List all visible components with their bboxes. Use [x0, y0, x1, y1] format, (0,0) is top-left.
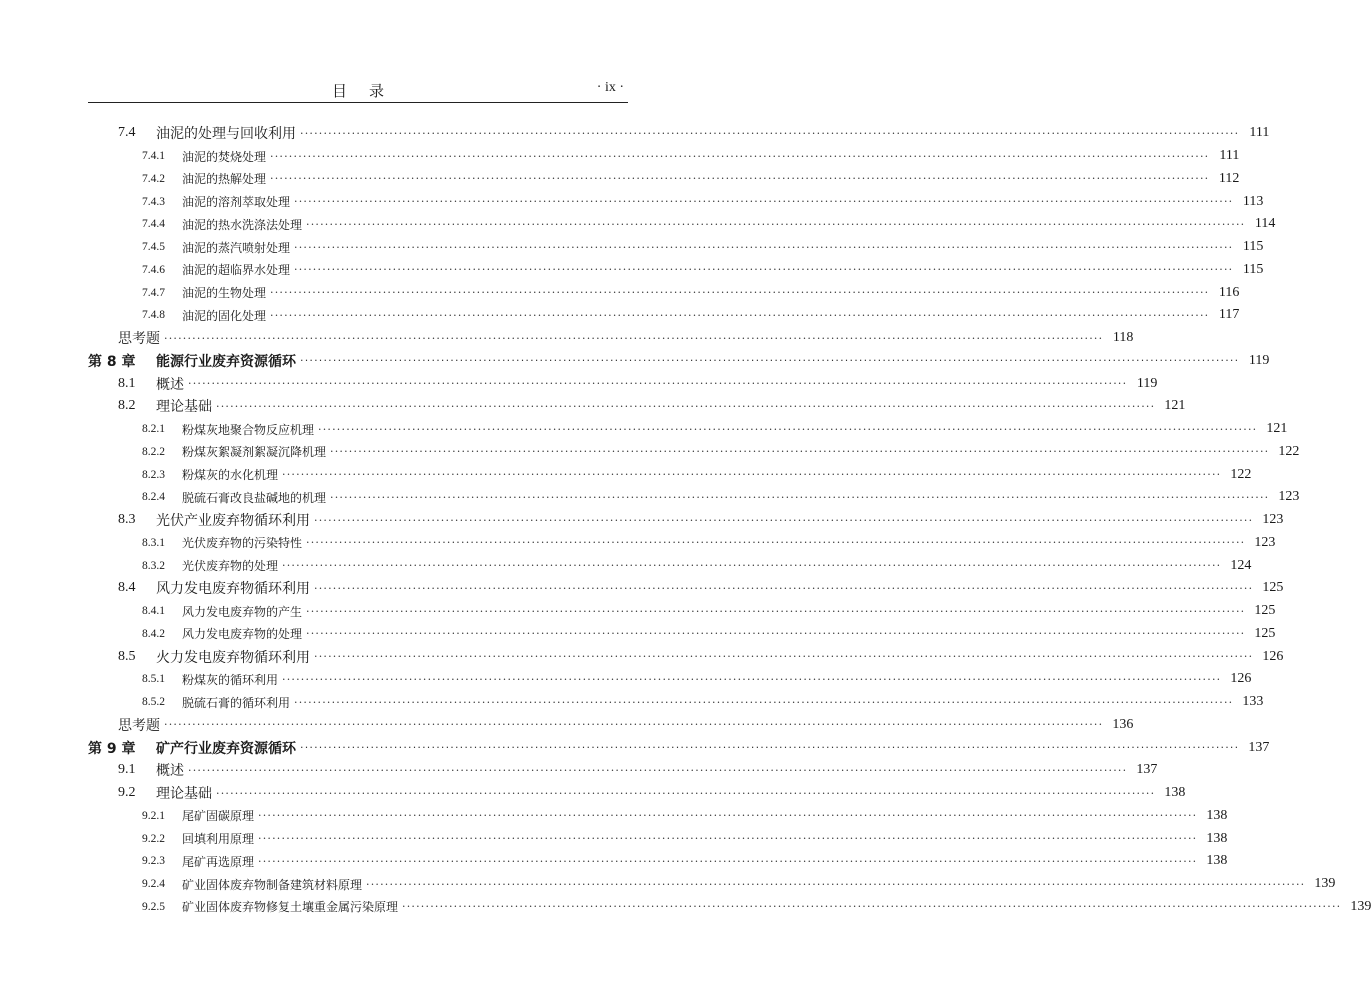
toc-entry-number: 7.4.3: [142, 195, 165, 208]
toc-entry-page: 115: [1242, 261, 1264, 277]
toc-entry-number: 8.2.4: [142, 491, 165, 504]
toc-questions-entry[interactable]: [88, 714, 1134, 737]
toc-entry-page: 126: [1262, 648, 1284, 664]
toc-entry-page: 118: [1112, 330, 1134, 346]
toc-entry-number: 8.5.1: [142, 673, 165, 686]
dot-leader: ········································································································································································································: [258, 854, 1198, 868]
dot-leader: ········································································································································································································: [300, 126, 1240, 140]
toc-entry-number: 9.1: [118, 762, 136, 778]
toc-entry-page: 112: [1218, 170, 1240, 186]
toc-entry-label: 火力发电废弃物循环利用: [156, 649, 310, 666]
dot-leader: ········································································································································································································: [270, 286, 1210, 300]
toc-entry-label: 矿业固体废弃物制备建筑材料原理: [182, 877, 363, 892]
toc-entry-label: 光伏废弃物的污染特性: [182, 536, 303, 551]
toc-entry-number: 9.2.3: [142, 855, 165, 868]
toc-subsection-entry[interactable]: [88, 190, 1264, 213]
toc-entry-page: 117: [1218, 307, 1240, 323]
toc-entry-label: 思考题: [118, 331, 160, 348]
toc-entry-page: 123: [1278, 489, 1300, 505]
toc-entry-page: 126: [1230, 671, 1252, 687]
dot-leader: ········································································································································································································: [366, 877, 1306, 891]
toc-subsection-entry[interactable]: [88, 236, 1264, 259]
toc-entry-number: 7.4: [118, 125, 136, 141]
toc-entry-page: 111: [1249, 125, 1270, 141]
toc-entry-page: 139: [1314, 876, 1336, 892]
toc-entry-label: 油泥的处理与回收利用: [156, 126, 296, 143]
toc-subsection-entry[interactable]: [88, 805, 1228, 828]
toc-entry-number: 8.3.2: [142, 559, 165, 572]
toc-chapter-entry[interactable]: [88, 736, 1270, 759]
toc-entry-number: 7.4.7: [142, 286, 165, 299]
toc-entry-page: 136: [1112, 716, 1134, 732]
toc-entry-label: 能源行业废弃资源循环: [156, 353, 296, 370]
toc-entry-label: 尾矿再选原理: [182, 854, 255, 869]
toc-entry-number: 8.2.1: [142, 423, 165, 436]
header-page-number: · ix ·: [596, 80, 624, 95]
toc-entry-label: 粉煤灰絮凝剂絮凝沉降机理: [182, 445, 327, 460]
toc-entry-label: 矿产行业废弃资源循环: [156, 740, 296, 757]
toc-entry-page: 138: [1164, 785, 1186, 801]
toc-entry-page: 125: [1262, 580, 1284, 596]
toc-entry-number: 8.5.2: [142, 696, 165, 709]
dot-leader: ········································································································································································································: [306, 627, 1246, 641]
dot-leader: ········································································································································································································: [294, 195, 1234, 209]
table-of-contents: [88, 122, 1371, 918]
dot-leader: ········································································································································································································: [270, 308, 1210, 322]
toc-subsection-entry[interactable]: [88, 873, 1336, 896]
toc-section-entry[interactable]: [88, 509, 1284, 532]
dot-leader: ········································································································································································································: [330, 445, 1270, 459]
dot-leader: ········································································································································································································: [314, 513, 1254, 527]
toc-entry-page: 121: [1266, 421, 1288, 437]
toc-entry-page: 111: [1219, 148, 1240, 164]
dot-leader: ········································································································································································································: [300, 741, 1240, 755]
dot-leader: ········································································································································································································: [300, 354, 1240, 368]
toc-entry-label: 油泥的固化处理: [182, 308, 267, 323]
toc-entry-number: 9.2.5: [142, 900, 165, 913]
toc-entry-page: 119: [1136, 375, 1158, 391]
toc-entry-label: 油泥的生物处理: [182, 286, 267, 301]
dot-leader: ········································································································································································································: [294, 695, 1234, 709]
dot-leader: ········································································································································································································: [270, 149, 1210, 163]
dot-leader: ········································································································································································································: [306, 217, 1246, 231]
toc-entry-number: 9.2.4: [142, 878, 165, 891]
toc-entry-label: 概述: [156, 376, 184, 393]
toc-entry-label: 油泥的溶剂萃取处理: [182, 195, 291, 210]
toc-entry-number: 7.4.6: [142, 263, 165, 276]
toc-subsection-entry[interactable]: [88, 850, 1228, 873]
dot-leader: ········································································································································································································: [282, 559, 1222, 573]
toc-entry-page: 122: [1230, 466, 1252, 482]
toc-entry-number: 7.4.2: [142, 172, 165, 185]
toc-subsection-entry[interactable]: [88, 213, 1276, 236]
toc-entry-label: 风力发电废弃物的处理: [182, 627, 303, 642]
toc-entry-number: 8.2: [118, 398, 136, 414]
dot-leader: ········································································································································································································: [164, 718, 1104, 732]
dot-leader: ········································································································································································································: [306, 536, 1246, 550]
page-header: [88, 78, 628, 102]
toc-entry-number: 7.4.8: [142, 309, 165, 322]
toc-section-entry[interactable]: [88, 395, 1186, 418]
dot-leader: ········································································································································································································: [314, 650, 1254, 664]
toc-entry-label: 理论基础: [156, 786, 212, 803]
toc-entry-page: 137: [1248, 739, 1270, 755]
toc-entry-number: 7.4.4: [142, 218, 165, 231]
toc-entry-page: 119: [1248, 352, 1270, 368]
toc-chapter-entry[interactable]: [88, 350, 1270, 373]
toc-entry-page: 121: [1164, 398, 1186, 414]
toc-entry-number: 8.3: [118, 512, 136, 528]
toc-entry-page: 115: [1242, 239, 1264, 255]
toc-entry-label: 粉煤灰的循环利用: [182, 672, 279, 687]
toc-entry-page: 139: [1350, 898, 1371, 914]
toc-entry-label: 尾矿固碳原理: [182, 809, 255, 824]
toc-entry-number: 8.4.2: [142, 627, 165, 640]
toc-entry-page: 124: [1230, 557, 1252, 573]
dot-leader: ········································································································································································································: [188, 377, 1128, 391]
toc-entry-number: 9.2.1: [142, 809, 165, 822]
toc-entry-page: 114: [1254, 216, 1276, 232]
toc-entry-label: 脱硫石膏改良盐碱地的机理: [182, 490, 327, 505]
toc-entry-number: 8.5: [118, 648, 136, 664]
dot-leader: ········································································································································································································: [270, 172, 1210, 186]
dot-leader: ········································································································································································································: [282, 468, 1222, 482]
dot-leader: ········································································································································································································: [216, 399, 1156, 413]
toc-section-entry[interactable]: [88, 759, 1158, 782]
toc-entry-number: 9.2: [118, 785, 136, 801]
toc-subsection-entry[interactable]: [88, 304, 1240, 327]
toc-entry-page: 123: [1262, 512, 1284, 528]
toc-subsection-entry[interactable]: [88, 486, 1300, 509]
dot-leader: ········································································································································································································: [216, 786, 1156, 800]
dot-leader: ········································································································································································································: [258, 809, 1198, 823]
toc-entry-number: 第 8 章: [88, 353, 136, 370]
toc-entry-number: 8.2.2: [142, 445, 165, 458]
toc-entry-number: 7.4.1: [142, 150, 165, 163]
dot-leader: ········································································································································································································: [282, 672, 1222, 686]
toc-subsection-entry[interactable]: [88, 600, 1276, 623]
toc-subsection-entry[interactable]: [88, 463, 1252, 486]
toc-entry-page: 122: [1278, 443, 1300, 459]
toc-entry-number: 8.2.3: [142, 468, 165, 481]
toc-entry-label: 光伏产业废弃物循环利用: [156, 513, 310, 530]
toc-entry-label: 回填利用原理: [182, 832, 255, 847]
toc-entry-label: 粉煤灰地聚合物反应机理: [182, 422, 315, 437]
dot-leader: ········································································································································································································: [402, 900, 1342, 914]
toc-entry-label: 风力发电废弃物的产生: [182, 604, 303, 619]
toc-entry-label: 概述: [156, 763, 184, 780]
toc-entry-number: 9.2.2: [142, 832, 165, 845]
dot-leader: ········································································································································································································: [294, 263, 1234, 277]
toc-entry-label: 矿业固体废弃物修复土壤重金属污染原理: [182, 900, 399, 915]
toc-section-entry[interactable]: [88, 577, 1284, 600]
toc-entry-label: 油泥的超临界水处理: [182, 263, 291, 278]
toc-entry-page: 133: [1242, 694, 1264, 710]
toc-subsection-entry[interactable]: [88, 441, 1300, 464]
dot-leader: ········································································································································································································: [294, 240, 1234, 254]
toc-entry-number: 7.4.5: [142, 241, 165, 254]
toc-entry-page: 125: [1254, 625, 1276, 641]
toc-entry-label: 粉煤灰的水化机理: [182, 468, 279, 483]
toc-subsection-entry[interactable]: [88, 259, 1264, 282]
toc-entry-label: 风力发电废弃物循环利用: [156, 581, 310, 598]
header-title: 目录: [331, 82, 406, 100]
toc-subsection-entry[interactable]: [88, 827, 1228, 850]
toc-entry-label: 油泥的热解处理: [182, 172, 267, 187]
dot-leader: ········································································································································································································: [188, 763, 1128, 777]
toc-subsection-entry[interactable]: [88, 896, 1371, 919]
toc-subsection-entry[interactable]: [88, 145, 1240, 168]
toc-subsection-entry[interactable]: [88, 623, 1276, 646]
toc-entry-page: 116: [1218, 284, 1240, 300]
toc-entry-page: 113: [1242, 193, 1264, 209]
toc-subsection-entry[interactable]: [88, 281, 1240, 304]
toc-entry-page: 138: [1206, 830, 1228, 846]
toc-entry-number: 第 9 章: [88, 740, 136, 757]
dot-leader: ········································································································································································································: [330, 490, 1270, 504]
toc-subsection-entry[interactable]: [88, 691, 1264, 714]
toc-entry-number: 8.1: [118, 375, 136, 391]
toc-entry-label: 脱硫石膏的循环利用: [182, 695, 291, 710]
toc-section-entry[interactable]: [88, 372, 1158, 395]
toc-entry-page: 138: [1206, 807, 1228, 823]
toc-entry-label: 理论基础: [156, 399, 212, 416]
toc-section-entry[interactable]: [88, 645, 1284, 668]
toc-section-entry[interactable]: [88, 122, 1270, 145]
toc-entry-label: 光伏废弃物的处理: [182, 559, 279, 574]
toc-subsection-entry[interactable]: [88, 418, 1288, 441]
toc-questions-entry[interactable]: [88, 327, 1134, 350]
dot-leader: ········································································································································································································: [164, 331, 1104, 345]
header-rule: [88, 102, 628, 103]
toc-entry-label: 思考题: [118, 717, 160, 734]
toc-entry-label: 油泥的蒸汽喷射处理: [182, 240, 291, 255]
toc-section-entry[interactable]: [88, 782, 1186, 805]
dot-leader: ········································································································································································································: [314, 581, 1254, 595]
toc-entry-page: 125: [1254, 603, 1276, 619]
toc-entry-number: 8.4: [118, 580, 136, 596]
toc-subsection-entry[interactable]: [88, 168, 1240, 191]
toc-entry-page: 137: [1136, 762, 1158, 778]
toc-entry-label: 油泥的焚烧处理: [182, 149, 267, 164]
dot-leader: ········································································································································································································: [258, 832, 1198, 846]
dot-leader: ········································································································································································································: [318, 422, 1258, 436]
toc-entry-page: 123: [1254, 534, 1276, 550]
toc-entry-label: 油泥的热水洗涤法处理: [182, 217, 303, 232]
toc-subsection-entry[interactable]: [88, 554, 1252, 577]
toc-entry-number: 8.3.1: [142, 536, 165, 549]
toc-subsection-entry[interactable]: [88, 668, 1252, 691]
toc-subsection-entry[interactable]: [88, 532, 1276, 555]
dot-leader: ········································································································································································································: [306, 604, 1246, 618]
toc-entry-number: 8.4.1: [142, 605, 165, 618]
toc-entry-page: 138: [1206, 853, 1228, 869]
